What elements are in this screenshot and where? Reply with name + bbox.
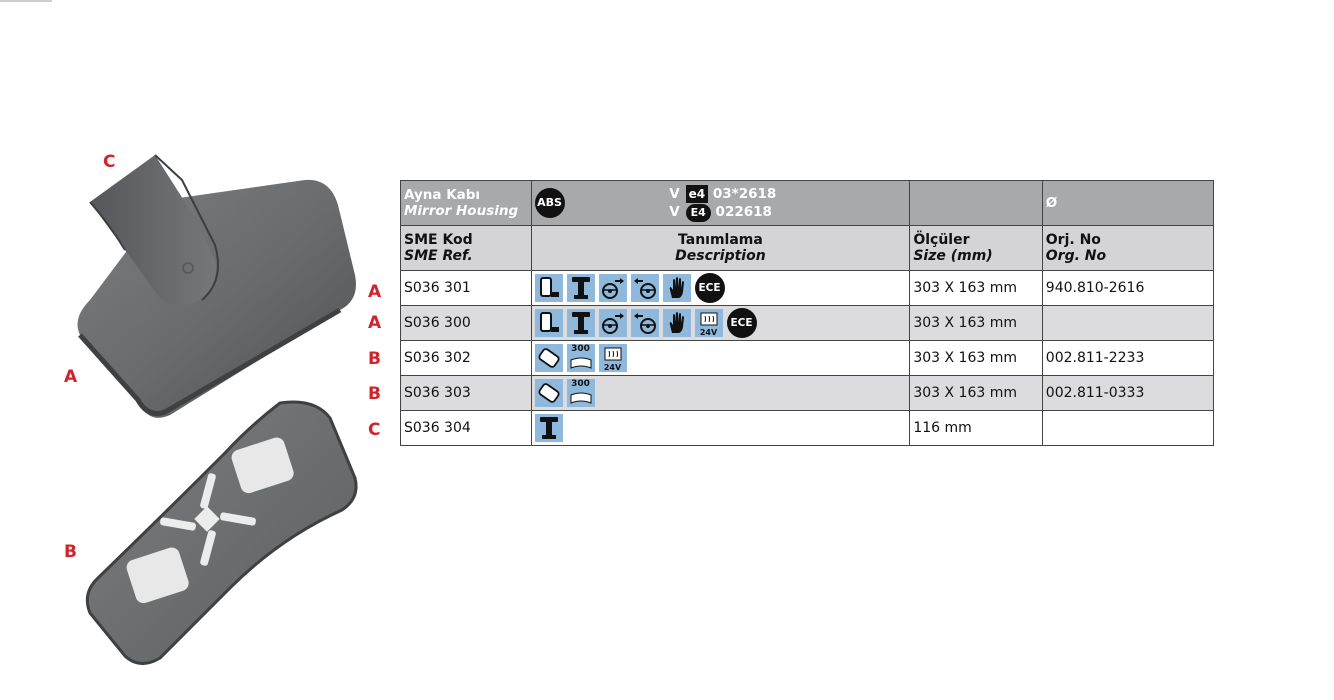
- top-rule: [0, 0, 52, 2]
- row-letter: B: [368, 384, 381, 404]
- description-column-header: Tanımlama Description: [531, 226, 910, 271]
- product-code: S036 300: [401, 306, 532, 341]
- row-letter: A: [368, 313, 382, 333]
- heated-24v-icon: 24V: [695, 309, 723, 337]
- product-code: S036 302: [401, 341, 532, 376]
- housing-label-en: Mirror Housing: [404, 203, 519, 219]
- photo-label-c: C: [103, 152, 116, 172]
- product-size: 303 X 163 mm: [910, 306, 1042, 341]
- housing-label-tr: Ayna Kabı: [404, 187, 481, 203]
- column-header-row: [401, 226, 1214, 271]
- glass-icon: [535, 344, 563, 372]
- steer-right-icon: [599, 274, 627, 302]
- row-letter: A: [368, 282, 382, 302]
- housing-icon: [535, 309, 563, 337]
- abs-material-badge: ABS: [535, 188, 565, 218]
- code-column-header: SME Kod SME Ref.: [401, 226, 532, 271]
- ece-badge: ECE: [695, 273, 725, 303]
- arm-icon: [567, 274, 595, 302]
- steer-left-icon: [631, 274, 659, 302]
- mirror-backplate-photo: [80, 398, 360, 668]
- product-code: S036 301: [401, 271, 532, 306]
- glass-icon: [535, 379, 563, 407]
- housing-icon: [535, 274, 563, 302]
- empty-header-cell: [910, 181, 1042, 226]
- table-row: [401, 341, 1214, 376]
- ece-badge: ECE: [727, 308, 757, 338]
- feature-icons: [531, 306, 910, 341]
- table-header-row: [401, 181, 1214, 226]
- table-row: [401, 411, 1214, 446]
- oem-number: 002.811-0333: [1042, 376, 1213, 411]
- photo-label-a: A: [64, 367, 78, 387]
- hand-icon: [663, 274, 691, 302]
- feature-icons: [531, 271, 910, 306]
- diameter-header: Ø: [1042, 181, 1213, 226]
- row-letter: C: [368, 420, 381, 440]
- hand-icon: [663, 309, 691, 337]
- homologation-line: V e4 03*2618: [669, 185, 777, 202]
- E4-mark-icon: E4: [686, 204, 711, 222]
- housing-header: [401, 181, 532, 226]
- table-row: [401, 271, 1214, 306]
- steer-right-icon: [599, 309, 627, 337]
- product-size: 303 X 163 mm: [910, 341, 1042, 376]
- mirror-housing-photo: [70, 150, 370, 425]
- steer-left-icon: [631, 309, 659, 337]
- table-row: [401, 376, 1214, 411]
- product-size: 116 mm: [910, 411, 1042, 446]
- radius-300-icon: 300: [567, 379, 595, 407]
- product-code: S036 304: [401, 411, 532, 446]
- orj-column-header: Orj. No Org. No: [1042, 226, 1213, 271]
- material-homologation-cell: [531, 181, 910, 226]
- heated-24v-icon: 24V: [599, 344, 627, 372]
- product-code: S036 303: [401, 376, 532, 411]
- homologation-block: [669, 185, 776, 222]
- size-column-header: Ölçüler Size (mm): [910, 226, 1042, 271]
- arm-icon: [567, 309, 595, 337]
- feature-icons: [531, 341, 910, 376]
- homologation-line: V E4 022618: [669, 203, 772, 220]
- table-row: [401, 306, 1214, 341]
- arm-icon: [535, 414, 563, 442]
- product-spec-table: [400, 180, 1214, 446]
- product-size: 303 X 163 mm: [910, 376, 1042, 411]
- oem-number: 002.811-2233: [1042, 341, 1213, 376]
- feature-icons: [531, 376, 910, 411]
- oem-number: 940.810-2616: [1042, 271, 1213, 306]
- e4-mark-icon: e4: [686, 185, 709, 203]
- photo-label-b: B: [64, 542, 77, 562]
- radius-300-icon: 300: [567, 344, 595, 372]
- product-size: 303 X 163 mm: [910, 271, 1042, 306]
- feature-icons: [531, 411, 910, 446]
- row-letter: B: [368, 349, 381, 369]
- oem-number: [1042, 411, 1213, 446]
- oem-number: [1042, 306, 1213, 341]
